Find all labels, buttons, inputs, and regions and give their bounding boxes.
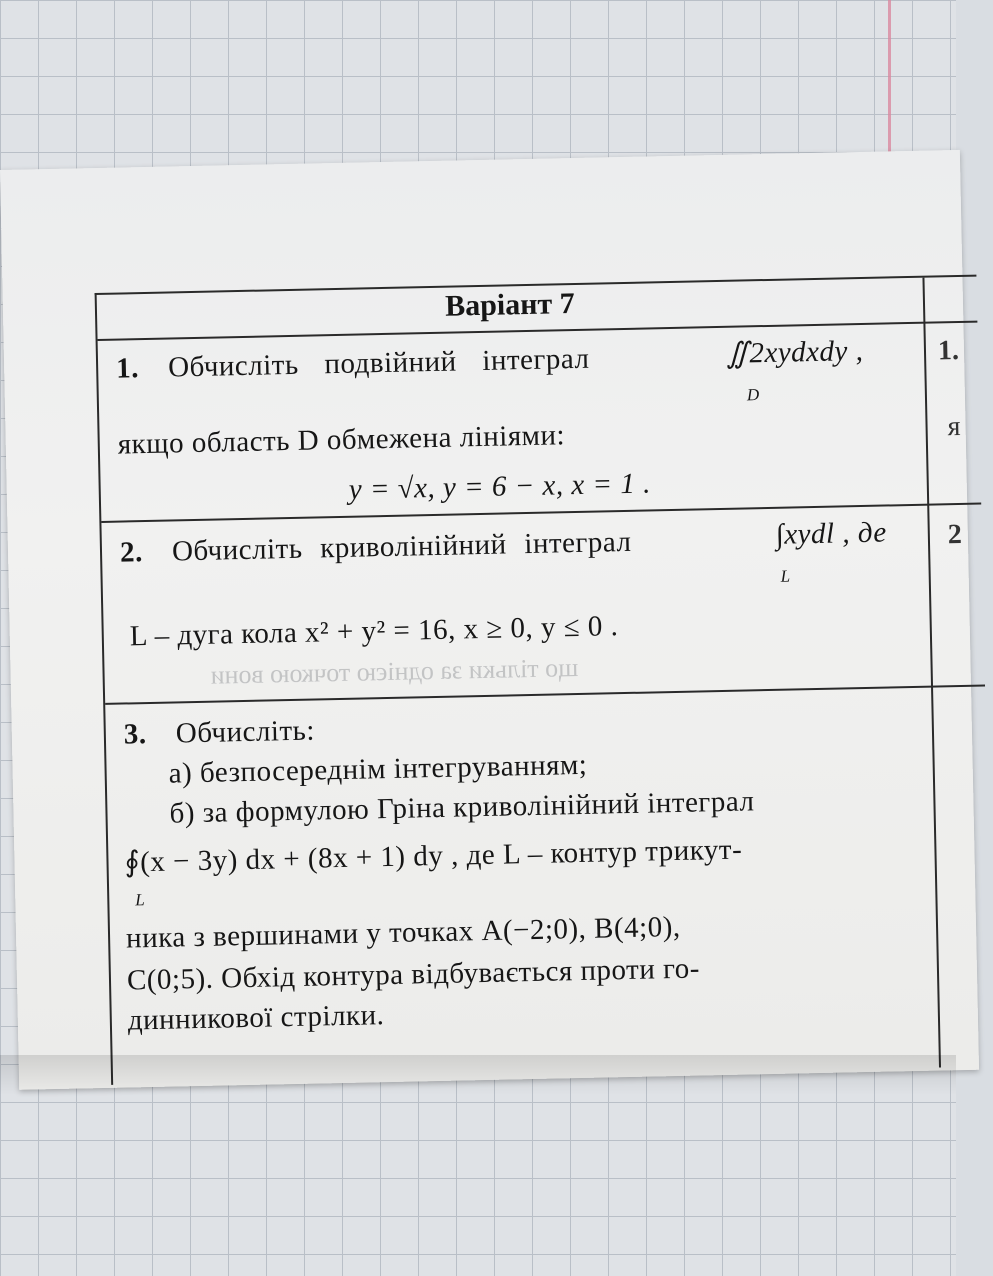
task-1-integral: ∬2xydxdy ,	[725, 334, 864, 370]
task-3-item-a: а) безпосереднім інтегруванням;	[168, 748, 588, 790]
bleed-through-text: що тільки за однією точкою вони	[210, 653, 579, 690]
task-2-integral-contour: L	[780, 566, 791, 586]
task-2-row	[101, 505, 985, 705]
right-column-fragment-1: 1.	[937, 334, 960, 367]
task-1-integral-region: D	[746, 385, 760, 405]
task-2-line-2: L – дуга кола x² + y² = 16, x ≥ 0, y ≤ 0 .	[129, 610, 619, 653]
variant-title: Варіант 7	[444, 286, 576, 323]
printed-sheet	[0, 150, 979, 1090]
task-3-item-b: б) за формулою Гріна криволінійний інтеграл	[169, 785, 755, 830]
task-1-row	[98, 323, 982, 523]
sheet-shadow	[0, 1055, 956, 1095]
task-2-integral: ∫xydl , де	[775, 516, 888, 551]
task-3-line-6: C(0;5). Обхід контура відбувається проти го-	[126, 952, 701, 997]
task-2-text: Обчисліть криволінійний інтеграл	[171, 525, 632, 568]
task-3-text: Обчисліть:	[175, 714, 316, 750]
task-3-line-7: динникової стрілки.	[127, 999, 385, 1037]
task-3-row	[105, 686, 993, 1082]
task-1-number: 1.	[115, 352, 140, 385]
task-1-line-2: якщо область D обмежена лініями:	[117, 419, 566, 461]
task-3-integral-contour: L	[135, 890, 145, 910]
task-3-integral-line: ∮(x − 3y) dx + (8x + 1) dy , де L – контур трикут-	[124, 833, 743, 879]
task-1-lines-equations: y = √x, y = 6 − x, x = 1 .	[348, 467, 652, 506]
variant-table	[95, 275, 993, 1085]
task-3-line-5: ника з вершинами у точках A(−2;0), B(4;0),	[125, 910, 681, 955]
task-3-number: 3.	[123, 718, 147, 751]
right-column-fragment-3: 2	[947, 518, 963, 551]
right-column-fragment-2: я	[947, 410, 961, 443]
task-1-text: Обчисліть подвійний інтеграл	[167, 342, 590, 384]
task-2-number: 2.	[119, 536, 144, 569]
